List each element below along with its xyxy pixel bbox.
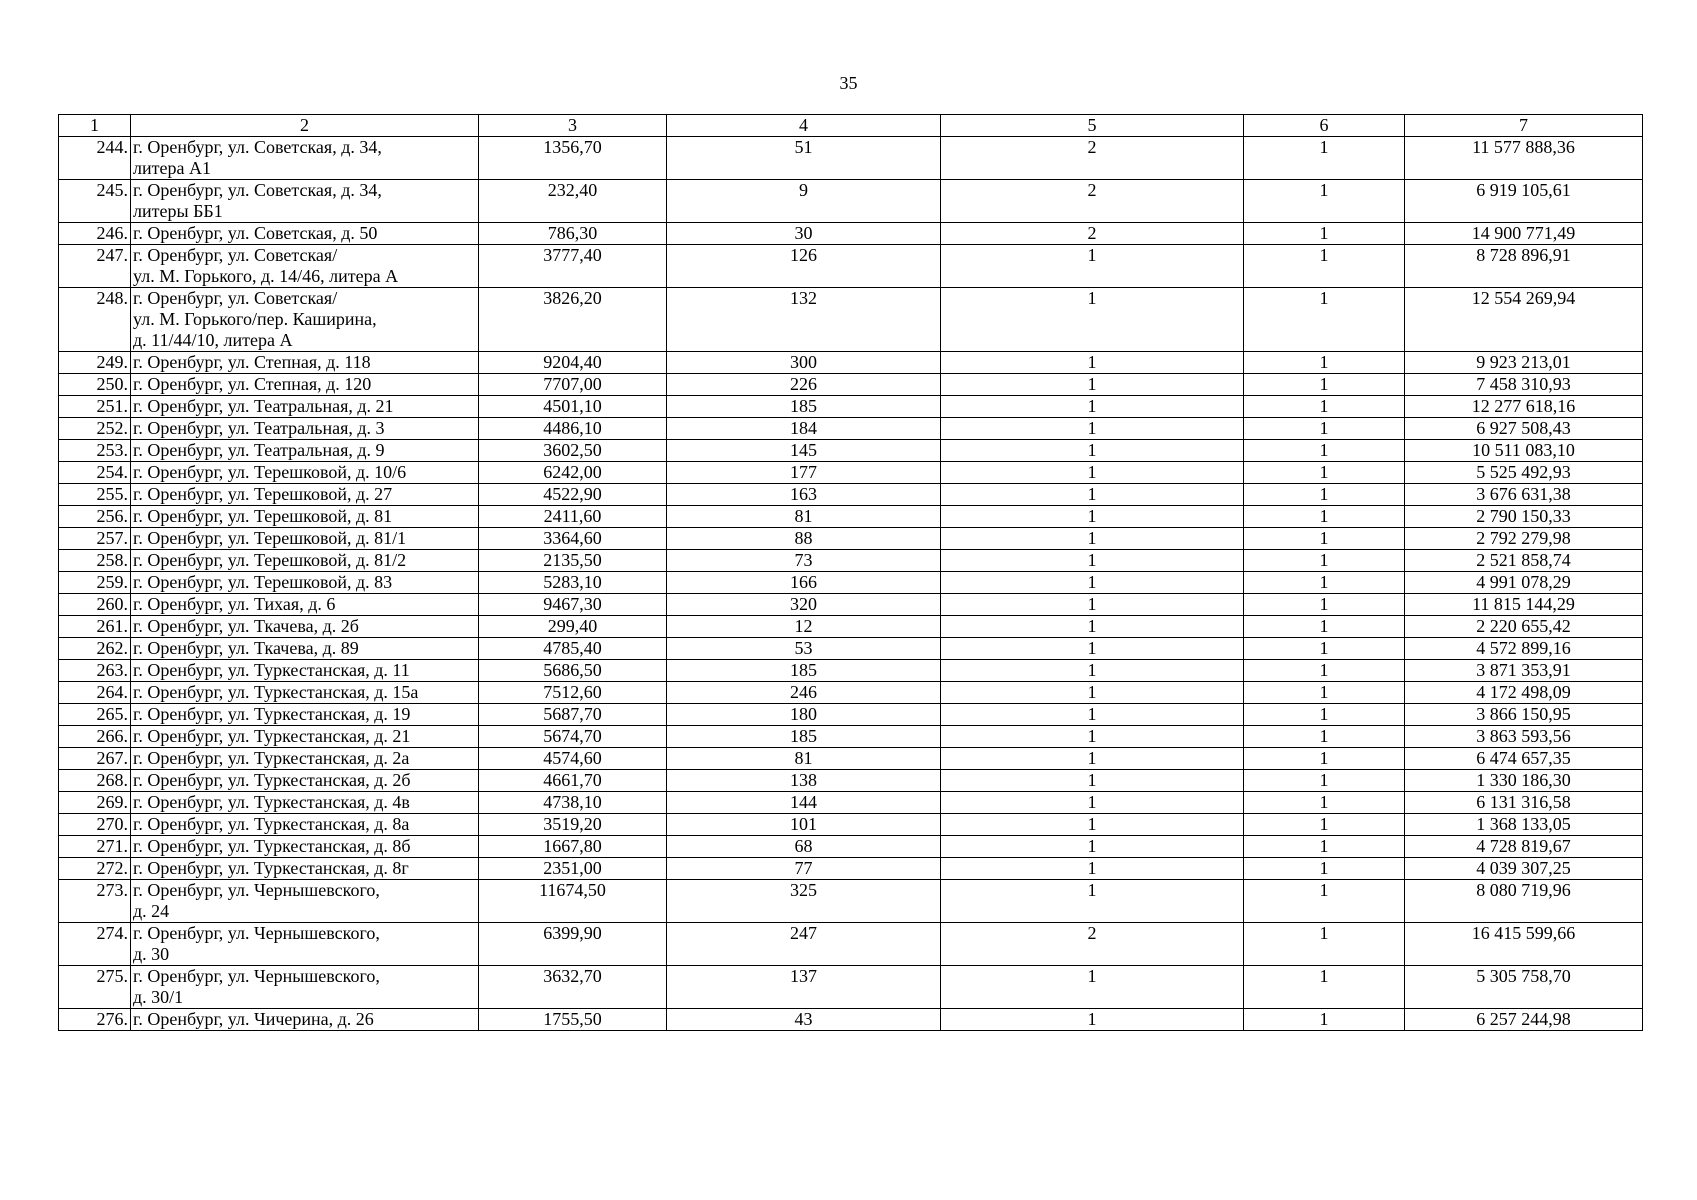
entrances-cell: 1 — [941, 550, 1244, 572]
table-row — [59, 880, 1643, 923]
area-cell: 232,40 — [479, 180, 667, 223]
apartments-cell: 325 — [667, 880, 941, 923]
row-number-cell: 271. — [59, 836, 131, 858]
amount-cell: 2 792 279,98 — [1405, 528, 1643, 550]
row-number-cell: 269. — [59, 792, 131, 814]
address-cell: г. Оренбург, ул. Чернышевского, д. 30 — [131, 923, 479, 966]
floors-cell: 1 — [1244, 506, 1405, 528]
amount-cell: 4 172 498,09 — [1405, 682, 1643, 704]
area-cell: 3364,60 — [479, 528, 667, 550]
amount-cell: 5 525 492,93 — [1405, 462, 1643, 484]
floors-cell: 1 — [1244, 223, 1405, 245]
table-row — [59, 484, 1643, 506]
area-cell: 4661,70 — [479, 770, 667, 792]
address-cell: г. Оренбург, ул. Туркестанская, д. 19 — [131, 704, 479, 726]
row-number-cell: 257. — [59, 528, 131, 550]
address-cell: г. Оренбург, ул. Туркестанская, д. 8г — [131, 858, 479, 880]
address-cell: г. Оренбург, ул. Степная, д. 120 — [131, 374, 479, 396]
entrances-cell: 1 — [941, 418, 1244, 440]
area-cell: 9204,40 — [479, 352, 667, 374]
row-number-cell: 273. — [59, 880, 131, 923]
table-row — [59, 418, 1643, 440]
row-number-cell: 270. — [59, 814, 131, 836]
address-cell: г. Оренбург, ул. Советская, д. 34, литера А1 — [131, 137, 479, 180]
amount-cell: 2 521 858,74 — [1405, 550, 1643, 572]
entrances-cell: 1 — [941, 396, 1244, 418]
table-row — [59, 440, 1643, 462]
table-row — [59, 923, 1643, 966]
column-header-7: 7 — [1405, 115, 1643, 137]
amount-cell: 14 900 771,49 — [1405, 223, 1643, 245]
table-row — [59, 682, 1643, 704]
floors-cell: 1 — [1244, 704, 1405, 726]
housing-registry-table — [58, 114, 1643, 1031]
amount-cell: 4 039 307,25 — [1405, 858, 1643, 880]
entrances-cell: 1 — [941, 288, 1244, 352]
area-cell: 6242,00 — [479, 462, 667, 484]
entrances-cell: 1 — [941, 704, 1244, 726]
area-cell: 3632,70 — [479, 966, 667, 1009]
area-cell: 3826,20 — [479, 288, 667, 352]
area-cell: 4486,10 — [479, 418, 667, 440]
amount-cell: 6 927 508,43 — [1405, 418, 1643, 440]
apartments-cell: 185 — [667, 660, 941, 682]
entrances-cell: 1 — [941, 506, 1244, 528]
area-cell: 3519,20 — [479, 814, 667, 836]
floors-cell: 1 — [1244, 396, 1405, 418]
column-header-3: 3 — [479, 115, 667, 137]
amount-cell: 8 080 719,96 — [1405, 880, 1643, 923]
apartments-cell: 138 — [667, 770, 941, 792]
row-number-cell: 276. — [59, 1009, 131, 1031]
table-row — [59, 616, 1643, 638]
floors-cell: 1 — [1244, 594, 1405, 616]
table-row — [59, 770, 1643, 792]
area-cell: 3602,50 — [479, 440, 667, 462]
entrances-cell: 1 — [941, 858, 1244, 880]
row-number-cell: 272. — [59, 858, 131, 880]
row-number-cell: 260. — [59, 594, 131, 616]
entrances-cell: 1 — [941, 836, 1244, 858]
address-cell: г. Оренбург, ул. Советская, д. 34, литеры ББ1 — [131, 180, 479, 223]
row-number-cell: 256. — [59, 506, 131, 528]
apartments-cell: 144 — [667, 792, 941, 814]
apartments-cell: 163 — [667, 484, 941, 506]
apartments-cell: 184 — [667, 418, 941, 440]
apartments-cell: 226 — [667, 374, 941, 396]
apartments-cell: 132 — [667, 288, 941, 352]
floors-cell: 1 — [1244, 682, 1405, 704]
apartments-cell: 320 — [667, 594, 941, 616]
apartments-cell: 12 — [667, 616, 941, 638]
amount-cell: 7 458 310,93 — [1405, 374, 1643, 396]
entrances-cell: 1 — [941, 245, 1244, 288]
entrances-cell: 1 — [941, 484, 1244, 506]
table-row — [59, 137, 1643, 180]
amount-cell: 11 577 888,36 — [1405, 137, 1643, 180]
entrances-cell: 2 — [941, 180, 1244, 223]
floors-cell: 1 — [1244, 966, 1405, 1009]
apartments-cell: 43 — [667, 1009, 941, 1031]
table-row — [59, 792, 1643, 814]
address-cell: г. Оренбург, ул. Степная, д. 118 — [131, 352, 479, 374]
column-header-4: 4 — [667, 115, 941, 137]
address-cell: г. Оренбург, ул. Туркестанская, д. 8а — [131, 814, 479, 836]
apartments-cell: 77 — [667, 858, 941, 880]
floors-cell: 1 — [1244, 180, 1405, 223]
address-cell: г. Оренбург, ул. Театральная, д. 21 — [131, 396, 479, 418]
apartments-cell: 137 — [667, 966, 941, 1009]
area-cell: 1667,80 — [479, 836, 667, 858]
area-cell: 4785,40 — [479, 638, 667, 660]
table-row — [59, 858, 1643, 880]
table-row — [59, 374, 1643, 396]
floors-cell: 1 — [1244, 462, 1405, 484]
amount-cell: 5 305 758,70 — [1405, 966, 1643, 1009]
row-number-cell: 251. — [59, 396, 131, 418]
address-cell: г. Оренбург, ул. Туркестанская, д. 4в — [131, 792, 479, 814]
address-cell: г. Оренбург, ул. Туркестанская, д. 21 — [131, 726, 479, 748]
table-row — [59, 836, 1643, 858]
area-cell: 1356,70 — [479, 137, 667, 180]
area-cell: 4574,60 — [479, 748, 667, 770]
amount-cell: 6 257 244,98 — [1405, 1009, 1643, 1031]
apartments-cell: 145 — [667, 440, 941, 462]
table-row — [59, 660, 1643, 682]
address-cell: г. Оренбург, ул. Терешковой, д. 81/1 — [131, 528, 479, 550]
entrances-cell: 2 — [941, 223, 1244, 245]
amount-cell: 12 554 269,94 — [1405, 288, 1643, 352]
area-cell: 7707,00 — [479, 374, 667, 396]
row-number-cell: 265. — [59, 704, 131, 726]
row-number-cell: 264. — [59, 682, 131, 704]
address-cell: г. Оренбург, ул. Ткачева, д. 2б — [131, 616, 479, 638]
floors-cell: 1 — [1244, 792, 1405, 814]
apartments-cell: 101 — [667, 814, 941, 836]
entrances-cell: 1 — [941, 616, 1244, 638]
apartments-cell: 73 — [667, 550, 941, 572]
table-row — [59, 462, 1643, 484]
header-row — [59, 115, 1643, 137]
floors-cell: 1 — [1244, 726, 1405, 748]
table-row — [59, 245, 1643, 288]
row-number-cell: 275. — [59, 966, 131, 1009]
entrances-cell: 2 — [941, 923, 1244, 966]
address-cell: г. Оренбург, ул. Терешковой, д. 83 — [131, 572, 479, 594]
apartments-cell: 180 — [667, 704, 941, 726]
apartments-cell: 126 — [667, 245, 941, 288]
amount-cell: 3 866 150,95 — [1405, 704, 1643, 726]
entrances-cell: 1 — [941, 726, 1244, 748]
address-cell: г. Оренбург, ул. Советская/ ул. М. Горького/пер. Каширина, д. 11/44/10, литера А — [131, 288, 479, 352]
apartments-cell: 166 — [667, 572, 941, 594]
table-row — [59, 726, 1643, 748]
entrances-cell: 1 — [941, 966, 1244, 1009]
entrances-cell: 1 — [941, 638, 1244, 660]
table-row — [59, 594, 1643, 616]
address-cell: г. Оренбург, ул. Чичерина, д. 26 — [131, 1009, 479, 1031]
amount-cell: 1 368 133,05 — [1405, 814, 1643, 836]
row-number-cell: 266. — [59, 726, 131, 748]
table-row — [59, 352, 1643, 374]
entrances-cell: 1 — [941, 440, 1244, 462]
area-cell: 5687,70 — [479, 704, 667, 726]
area-cell: 2135,50 — [479, 550, 667, 572]
entrances-cell: 1 — [941, 352, 1244, 374]
entrances-cell: 1 — [941, 880, 1244, 923]
floors-cell: 1 — [1244, 418, 1405, 440]
row-number-cell: 254. — [59, 462, 131, 484]
entrances-cell: 1 — [941, 814, 1244, 836]
entrances-cell: 2 — [941, 137, 1244, 180]
floors-cell: 1 — [1244, 528, 1405, 550]
address-cell: г. Оренбург, ул. Терешковой, д. 81/2 — [131, 550, 479, 572]
apartments-cell: 30 — [667, 223, 941, 245]
amount-cell: 16 415 599,66 — [1405, 923, 1643, 966]
entrances-cell: 1 — [941, 660, 1244, 682]
table-row — [59, 966, 1643, 1009]
area-cell: 5674,70 — [479, 726, 667, 748]
row-number-cell: 258. — [59, 550, 131, 572]
apartments-cell: 68 — [667, 836, 941, 858]
row-number-cell: 259. — [59, 572, 131, 594]
table-row — [59, 528, 1643, 550]
address-cell: г. Оренбург, ул. Терешковой, д. 81 — [131, 506, 479, 528]
page-number: 35 — [839, 73, 858, 93]
address-cell: г. Оренбург, ул. Чернышевского, д. 24 — [131, 880, 479, 923]
amount-cell: 3 871 353,91 — [1405, 660, 1643, 682]
table-row — [59, 506, 1643, 528]
entrances-cell: 1 — [941, 572, 1244, 594]
amount-cell: 1 330 186,30 — [1405, 770, 1643, 792]
area-cell: 5686,50 — [479, 660, 667, 682]
area-cell: 4522,90 — [479, 484, 667, 506]
amount-cell: 2 220 655,42 — [1405, 616, 1643, 638]
table-body — [59, 137, 1643, 1031]
floors-cell: 1 — [1244, 440, 1405, 462]
row-number-cell: 244. — [59, 137, 131, 180]
amount-cell: 10 511 083,10 — [1405, 440, 1643, 462]
table-row — [59, 572, 1643, 594]
apartments-cell: 300 — [667, 352, 941, 374]
floors-cell: 1 — [1244, 748, 1405, 770]
amount-cell: 6 474 657,35 — [1405, 748, 1643, 770]
table-row — [59, 638, 1643, 660]
row-number-cell: 252. — [59, 418, 131, 440]
apartments-cell: 81 — [667, 506, 941, 528]
floors-cell: 1 — [1244, 770, 1405, 792]
floors-cell: 1 — [1244, 1009, 1405, 1031]
table-row — [59, 180, 1643, 223]
floors-cell: 1 — [1244, 352, 1405, 374]
area-cell: 299,40 — [479, 616, 667, 638]
column-header-6: 6 — [1244, 115, 1405, 137]
entrances-cell: 1 — [941, 770, 1244, 792]
row-number-cell: 255. — [59, 484, 131, 506]
apartments-cell: 53 — [667, 638, 941, 660]
row-number-cell: 246. — [59, 223, 131, 245]
amount-cell: 6 131 316,58 — [1405, 792, 1643, 814]
row-number-cell: 250. — [59, 374, 131, 396]
floors-cell: 1 — [1244, 638, 1405, 660]
entrances-cell: 1 — [941, 792, 1244, 814]
entrances-cell: 1 — [941, 748, 1244, 770]
amount-cell: 2 790 150,33 — [1405, 506, 1643, 528]
apartments-cell: 185 — [667, 396, 941, 418]
amount-cell: 3 863 593,56 — [1405, 726, 1643, 748]
amount-cell: 4 572 899,16 — [1405, 638, 1643, 660]
row-number-cell: 253. — [59, 440, 131, 462]
table-row — [59, 550, 1643, 572]
row-number-cell: 263. — [59, 660, 131, 682]
amount-cell: 9 923 213,01 — [1405, 352, 1643, 374]
address-cell: г. Оренбург, ул. Туркестанская, д. 15а — [131, 682, 479, 704]
address-cell: г. Оренбург, ул. Советская, д. 50 — [131, 223, 479, 245]
address-cell: г. Оренбург, ул. Ткачева, д. 89 — [131, 638, 479, 660]
area-cell: 3777,40 — [479, 245, 667, 288]
table-row — [59, 814, 1643, 836]
address-cell: г. Оренбург, ул. Терешковой, д. 10/6 — [131, 462, 479, 484]
area-cell: 6399,90 — [479, 923, 667, 966]
address-cell: г. Оренбург, ул. Терешковой, д. 27 — [131, 484, 479, 506]
floors-cell: 1 — [1244, 484, 1405, 506]
apartments-cell: 88 — [667, 528, 941, 550]
apartments-cell: 246 — [667, 682, 941, 704]
apartments-cell: 185 — [667, 726, 941, 748]
column-header-1: 1 — [59, 115, 131, 137]
floors-cell: 1 — [1244, 550, 1405, 572]
floors-cell: 1 — [1244, 814, 1405, 836]
entrances-cell: 1 — [941, 1009, 1244, 1031]
row-number-cell: 268. — [59, 770, 131, 792]
entrances-cell: 1 — [941, 594, 1244, 616]
row-number-cell: 248. — [59, 288, 131, 352]
table-row — [59, 748, 1643, 770]
area-cell: 1755,50 — [479, 1009, 667, 1031]
floors-cell: 1 — [1244, 836, 1405, 858]
row-number-cell: 267. — [59, 748, 131, 770]
address-cell: г. Оренбург, ул. Туркестанская, д. 2б — [131, 770, 479, 792]
floors-cell: 1 — [1244, 288, 1405, 352]
floors-cell: 1 — [1244, 616, 1405, 638]
entrances-cell: 1 — [941, 682, 1244, 704]
area-cell: 9467,30 — [479, 594, 667, 616]
floors-cell: 1 — [1244, 858, 1405, 880]
entrances-cell: 1 — [941, 462, 1244, 484]
table-row — [59, 223, 1643, 245]
address-cell: г. Оренбург, ул. Тихая, д. 6 — [131, 594, 479, 616]
apartments-cell: 51 — [667, 137, 941, 180]
area-cell: 7512,60 — [479, 682, 667, 704]
address-cell: г. Оренбург, ул. Туркестанская, д. 8б — [131, 836, 479, 858]
row-number-cell: 247. — [59, 245, 131, 288]
area-cell: 5283,10 — [479, 572, 667, 594]
amount-cell: 12 277 618,16 — [1405, 396, 1643, 418]
amount-cell: 11 815 144,29 — [1405, 594, 1643, 616]
apartments-cell: 247 — [667, 923, 941, 966]
apartments-cell: 177 — [667, 462, 941, 484]
floors-cell: 1 — [1244, 374, 1405, 396]
entrances-cell: 1 — [941, 528, 1244, 550]
address-cell: г. Оренбург, ул. Туркестанская, д. 11 — [131, 660, 479, 682]
amount-cell: 4 991 078,29 — [1405, 572, 1643, 594]
row-number-cell: 261. — [59, 616, 131, 638]
floors-cell: 1 — [1244, 660, 1405, 682]
address-cell: г. Оренбург, ул. Театральная, д. 9 — [131, 440, 479, 462]
amount-cell: 3 676 631,38 — [1405, 484, 1643, 506]
row-number-cell: 274. — [59, 923, 131, 966]
area-cell: 4501,10 — [479, 396, 667, 418]
amount-cell: 8 728 896,91 — [1405, 245, 1643, 288]
column-header-2: 2 — [131, 115, 479, 137]
address-cell: г. Оренбург, ул. Туркестанская, д. 2а — [131, 748, 479, 770]
address-cell: г. Оренбург, ул. Чернышевского, д. 30/1 — [131, 966, 479, 1009]
amount-cell: 6 919 105,61 — [1405, 180, 1643, 223]
column-header-5: 5 — [941, 115, 1244, 137]
floors-cell: 1 — [1244, 880, 1405, 923]
table-row — [59, 396, 1643, 418]
floors-cell: 1 — [1244, 245, 1405, 288]
floors-cell: 1 — [1244, 572, 1405, 594]
area-cell: 4738,10 — [479, 792, 667, 814]
entrances-cell: 1 — [941, 374, 1244, 396]
address-cell: г. Оренбург, ул. Театральная, д. 3 — [131, 418, 479, 440]
area-cell: 786,30 — [479, 223, 667, 245]
row-number-cell: 262. — [59, 638, 131, 660]
table-row — [59, 288, 1643, 352]
area-cell: 2411,60 — [479, 506, 667, 528]
apartments-cell: 9 — [667, 180, 941, 223]
amount-cell: 4 728 819,67 — [1405, 836, 1643, 858]
row-number-cell: 245. — [59, 180, 131, 223]
area-cell: 2351,00 — [479, 858, 667, 880]
table-row — [59, 704, 1643, 726]
area-cell: 11674,50 — [479, 880, 667, 923]
address-cell: г. Оренбург, ул. Советская/ ул. М. Горького, д. 14/46, литера А — [131, 245, 479, 288]
row-number-cell: 249. — [59, 352, 131, 374]
apartments-cell: 81 — [667, 748, 941, 770]
floors-cell: 1 — [1244, 923, 1405, 966]
floors-cell: 1 — [1244, 137, 1405, 180]
table-row — [59, 1009, 1643, 1031]
